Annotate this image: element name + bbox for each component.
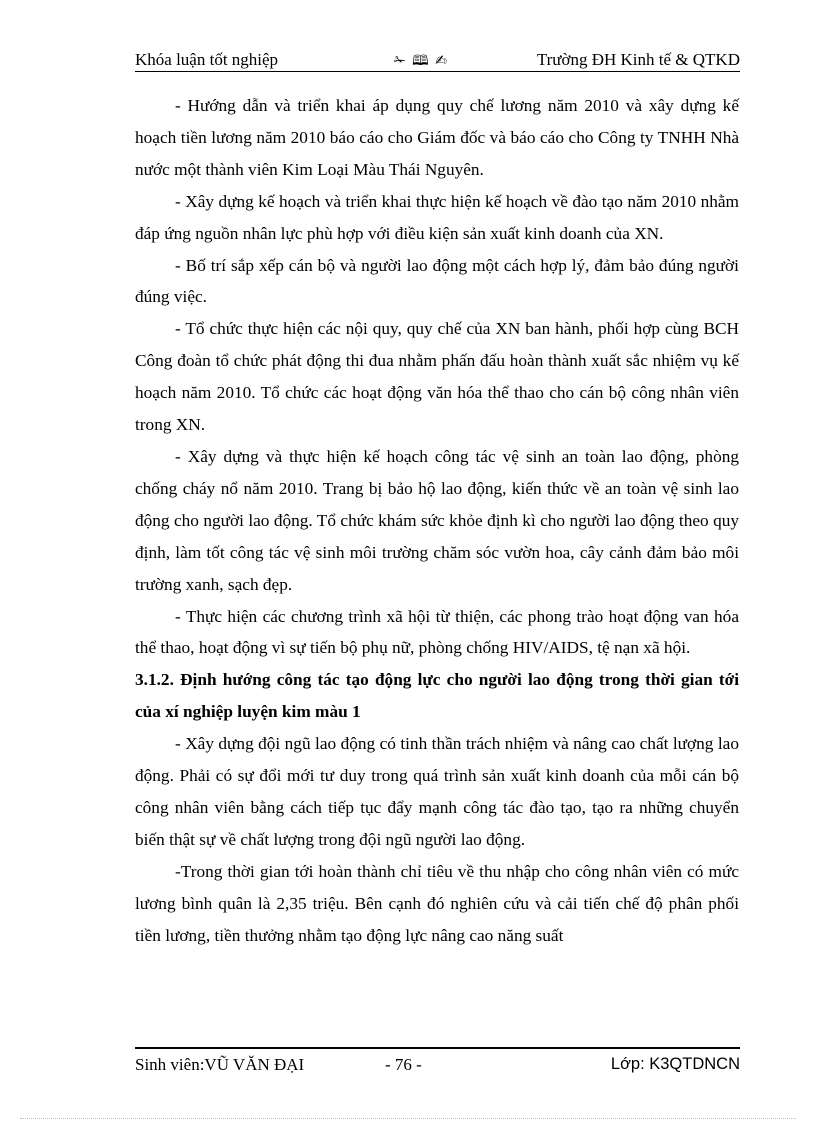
paragraph-salary-regulation: - Hướng dẫn và triển khai áp dụng quy chế lương năm 2010 và xây dựng kế hoạch tiền lương năm 2010 báo cáo cho Giám đốc và báo cáo cho Công ty TNHH Nhà nước một thành viên Kim Loại Màu Thái Nguyên.	[135, 96, 739, 179]
paragraph-income-target: -Trong thời gian tới hoàn thành chỉ tiêu về thu nhập cho công nhân viên có mức lương bình quân là 2,35 triệu. Bên cạnh đó nghiên cứu và cải tiến chế độ phân phối tiền lương, tiền thưởng nhằm tạo động lực nâng cao năng suất	[135, 861, 739, 945]
header-university: Trường ĐH Kinh tế & QTKD	[536, 50, 740, 69]
page-edge-divider	[20, 1118, 796, 1119]
header-ornament-icon: ✁ 🕮 ✍	[394, 53, 448, 69]
paragraph-regulations: - Tổ chức thực hiện các nội quy, quy chế của XN ban hành, phối hợp cùng BCH Công đoàn tổ chức phát động thi đua nhằm phấn đấu hoàn thành xuất sắc nhiệm vụ kế hoạch năm 2010. Tổ chức các hoạt động văn hóa thể thao cho cán bộ công nhân viên trong XN.	[135, 319, 739, 435]
paragraph-workforce-quality: - Xây dựng đội ngũ lao động có tinh thần trách nhiệm và nâng cao chất lượng lao động. Phải có sự đổi mới tư duy trong quá trình sản xuất kinh doanh của mỗi cán bộ công nhân viên bằng cách tiếp tục đẩy mạnh công tác đào tạo, tạo ra những chuyển biến thật sự về chất lượng trong đội ngũ người lao động.	[135, 734, 739, 849]
document-body	[135, 90, 739, 951]
page-header	[135, 48, 740, 72]
footer-rule	[135, 1047, 740, 1049]
footer-class: Lớp: K3QTDNCN	[610, 1055, 740, 1073]
header-rule	[135, 71, 740, 72]
footer-page-number: - 76 -	[385, 1055, 422, 1074]
section-heading: 3.1.2. Định hướng công tác tạo động lực cho người lao động trong thời gian tới của xí nghiệp luyện kim màu 1	[135, 670, 739, 722]
page-footer	[135, 1047, 740, 1077]
paragraph-staff-arrangement: - Bố trí sắp xếp cán bộ và người lao động một cách hợp lý, đảm bảo đúng người đúng việc.	[135, 255, 739, 307]
footer-student: Sinh viên:VŨ VĂN ĐẠI	[135, 1055, 305, 1074]
header-thesis-label: Khóa luận tốt nghiệp	[135, 50, 279, 69]
paragraph-safety: - Xây dựng và thực hiện kế hoạch công tác vệ sinh an toàn lao động, phòng chống cháy nổ năm 2010. Trang bị bảo hộ lao động, kiến thức về an toàn vệ sinh lao động cho người lao động. Tổ chức khám sức khỏe định kì cho người lao động theo quy định, làm tốt công tác vệ sinh môi trường chăm sóc vườn hoa, cây cảnh đảm bảo môi trường xanh, sạch đẹp.	[135, 446, 739, 594]
paragraph-training-plan: - Xây dựng kế hoạch và triển khai thực hiện kế hoạch về đào tạo năm 2010 nhằm đáp ứng nguồn nhân lực phù hợp với điều kiện sản xuất kinh doanh của XN.	[135, 191, 739, 243]
paragraph-social-programs: - Thực hiện các chương trình xã hội từ thiện, các phong trào hoạt động van hóa thể thao, hoạt động vì sự tiến bộ phụ nữ, phòng chống HIV/AIDS, tệ nạn xã hội.	[135, 606, 739, 658]
